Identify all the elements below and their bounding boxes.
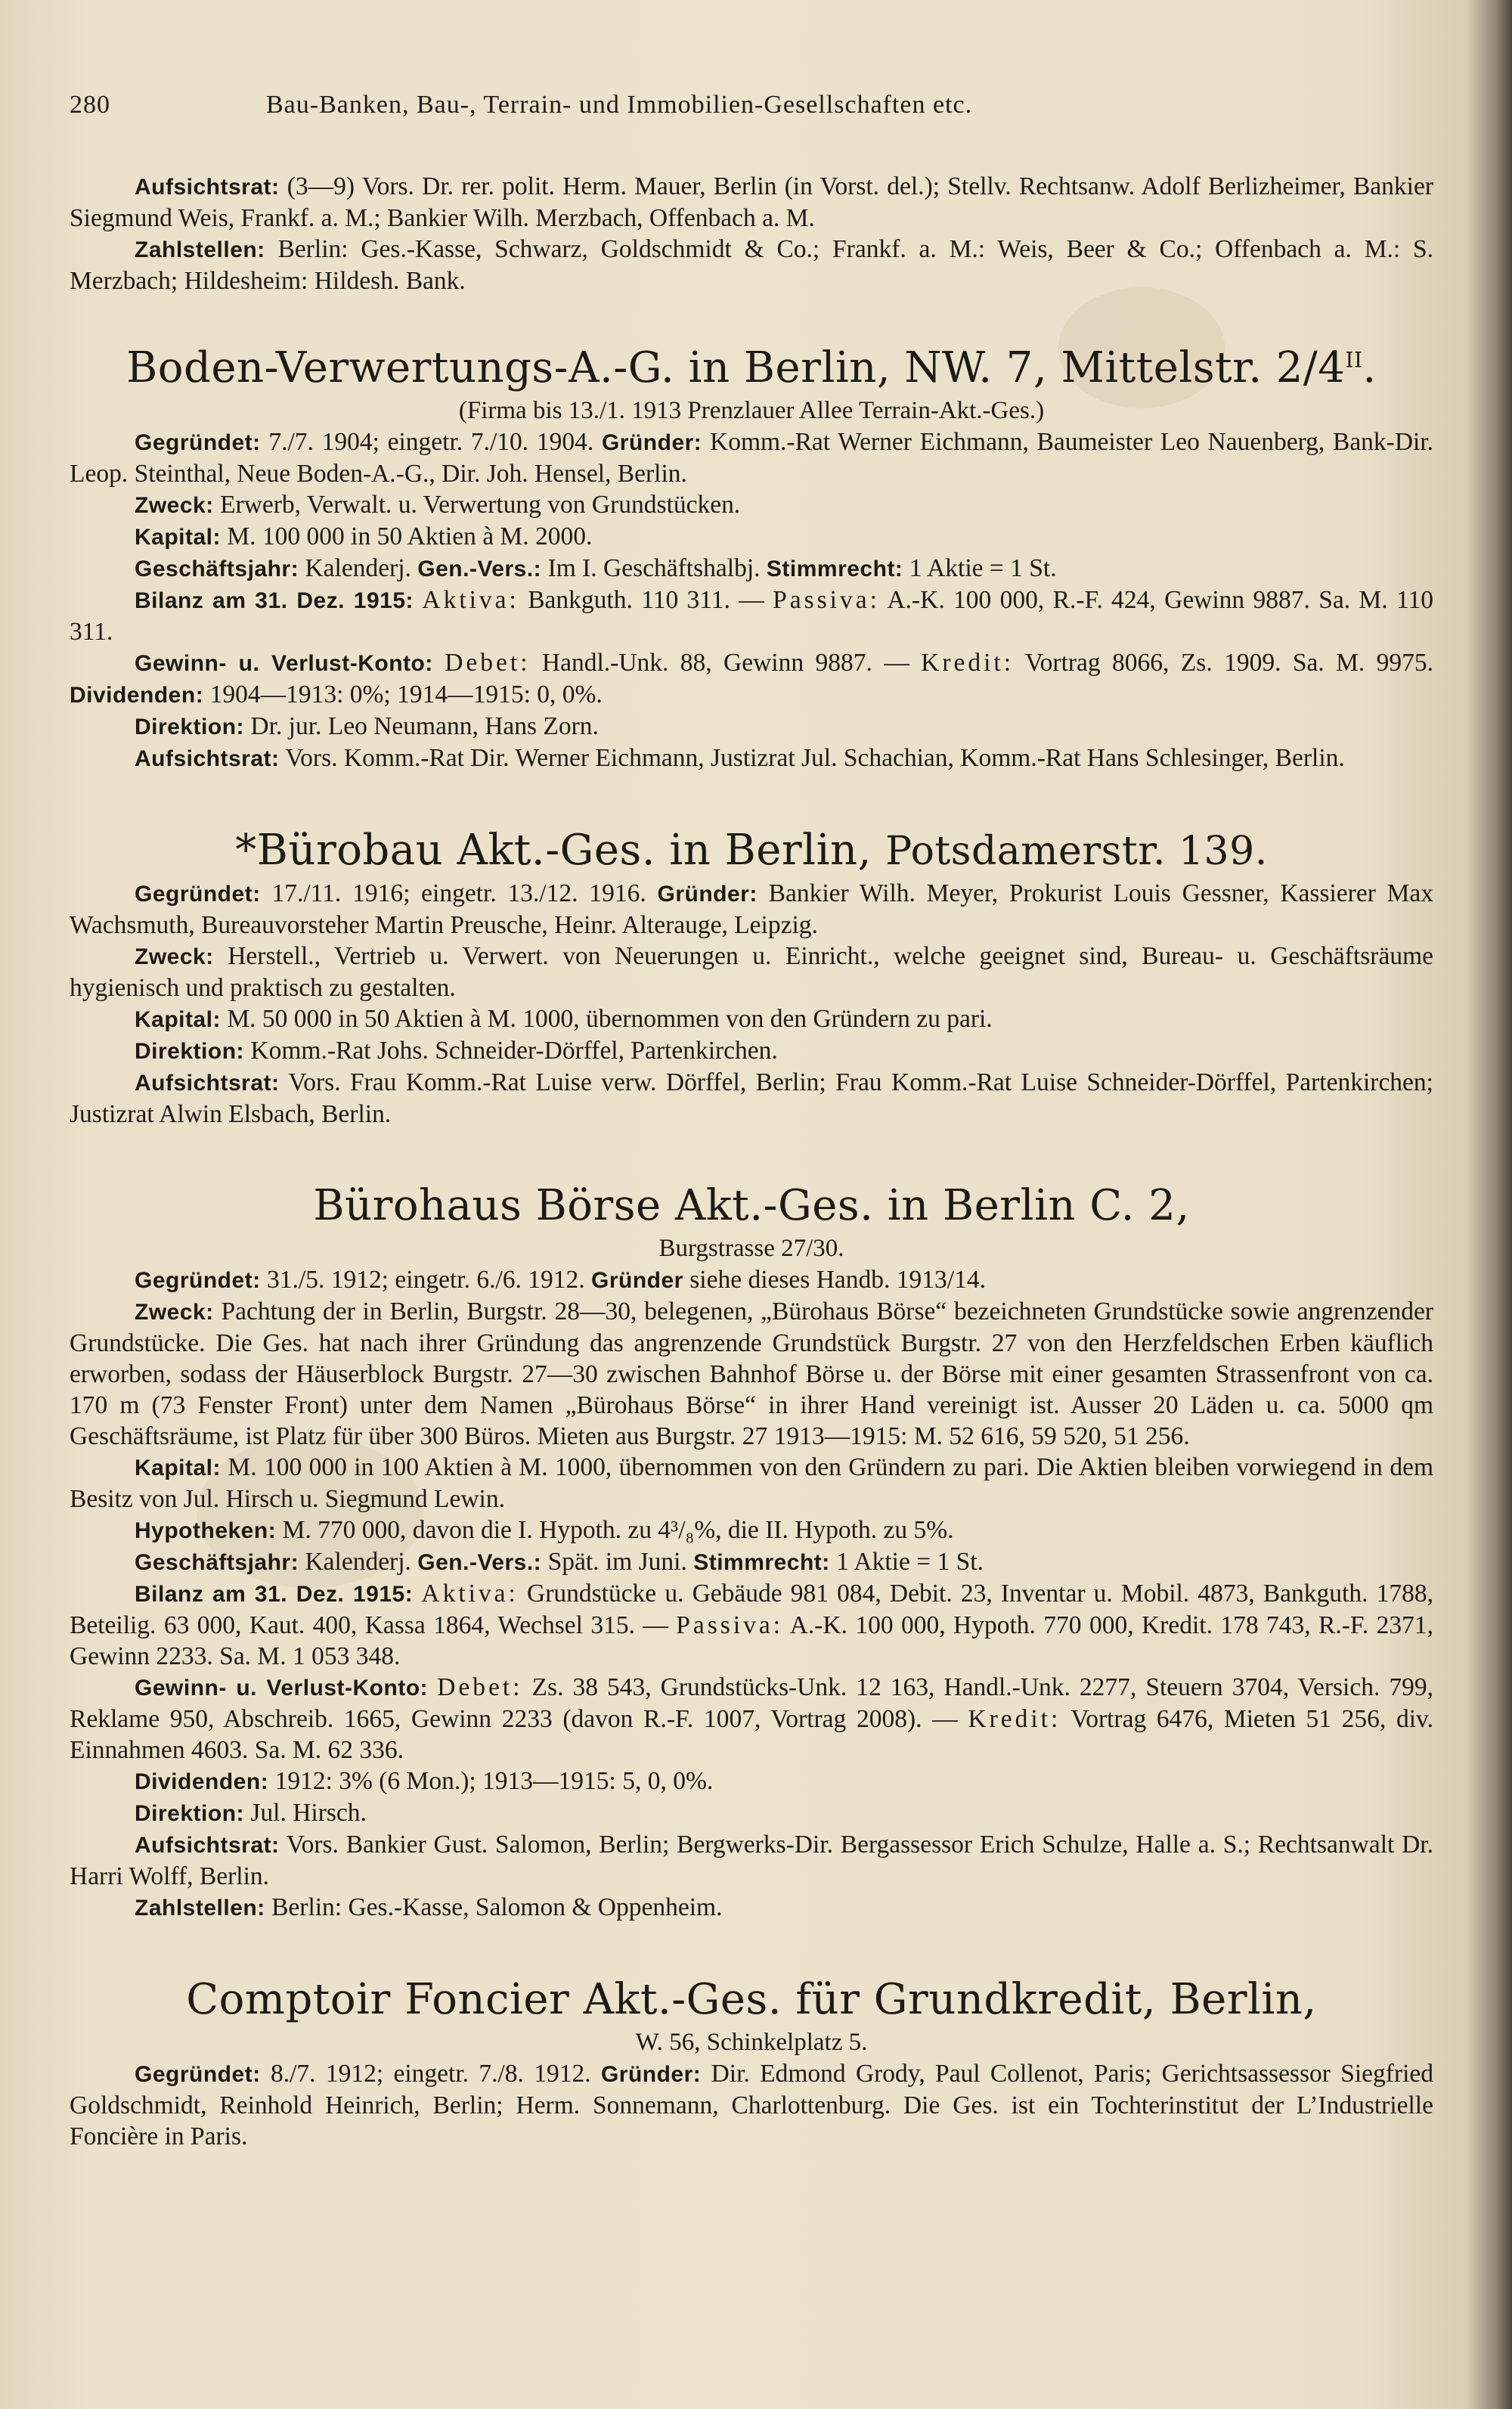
geschaeftsjahr-line: Geschäftsjahr: Kalenderj. Gen.-Vers.: Im I. Geschäftshalbj. Stimmrecht: 1 Aktie = 1 St. xyxy=(135,554,1057,582)
entry-comptoir-foncier xyxy=(70,1973,1433,2152)
direktion-line: Direktion: Jul. Hirsch. xyxy=(135,1799,367,1827)
page-content xyxy=(70,91,1433,2152)
zahlstellen-line: Zahlstellen: Berlin: Ges.-Kasse, Salomon & Oppenheim. xyxy=(135,1893,723,1921)
kapital-line: Kapital: M. 100 000 in 50 Aktien à M. 2000. xyxy=(135,522,593,550)
aufsichtsrat-line: Aufsichtsrat: Vors. Frau Komm.-Rat Luise verw. Dörffel, Berlin; Frau Komm.-Rat Luise Schneider-Dörffel, Partenkirchen; Justizrat Alwin Elsbach, Berlin. xyxy=(70,1068,1433,1128)
zweck-line: Zweck: Erwerb, Verwalt. u. Verwertung von Grundstücken. xyxy=(135,491,741,519)
prev-aufsichtsrat: Aufsichtsrat: (3—9) Vors. Dr. rer. polit. Herm. Mauer, Berlin (in Vorst. del.); Stellv. Rechtsanw. Adolf Berlizheimer, Bankier Siegmund Weis, Frankf. a. M.; Bankier Wilh. Merzbach, Offenbach a. M. xyxy=(70,172,1433,232)
entry-subtitle: W. 56, Schinkelplatz 5. xyxy=(635,2029,868,2056)
hypotheken-line: Hypotheken: M. 770 000, davon die I. Hypoth. zu 4³/₈%, die II. Hypoth. zu 5%. xyxy=(135,1516,954,1544)
entry-buerohaus-boerse xyxy=(70,1180,1433,1924)
dividenden-line: Dividenden: 1912: 3% (6 Mon.); 1913—1915: 5, 0, 0%. xyxy=(135,1767,714,1795)
direktion-line: Direktion: Komm.-Rat Johs. Schneider-Dörffel, Partenkirchen. xyxy=(135,1037,778,1065)
entry-buerobau xyxy=(70,824,1433,1130)
guv-line: Gewinn- u. Verlust-Konto: Debet: Zs. 38 543, Grundstücks-Unk. 12 163, Handl.-Unk. 2277, Steuern 3704, Versich. 799, Reklame 950, Abschreib. 1665, Gewinn 2233 (davon R.-F. 1007, Vortrag 2008). — Kredit: Vortrag 6476, Mieten 51 256, div. Einnahmen 4603. Sa. M. 62 336. xyxy=(70,1673,1434,1764)
bilanz-line: Bilanz am 31. Dez. 1915: Aktiva: Bankguth. 110 311. — Passiva: A.-K. 100 000, R.-F. 424, Gewinn 9887. Sa. M. 110 311. xyxy=(70,586,1433,646)
zweck-line: Zweck: Herstell., Vertrieb u. Verwert. von Neuerungen u. Einricht., welche geeignet sind, Bureau- u. Geschäftsräume hygienisch und praktisch zu gestalten. xyxy=(70,942,1433,1002)
entry-subtitle: Burgstrasse 27/30. xyxy=(658,1235,844,1262)
running-title: Bau-Banken, Bau-, Terrain- und Immobilien-Gesellschaften etc. xyxy=(266,91,973,119)
gegruendet-line: Gegründet: 31./5. 1912; eingetr. 6./6. 1912. Gründer siehe dieses Handb. 1913/14. xyxy=(135,1266,986,1294)
direktion-line: Direktion: Dr. jur. Leo Neumann, Hans Zorn. xyxy=(135,712,599,740)
geschaeftsjahr-line: Geschäftsjahr: Kalenderj. Gen.-Vers.: Spät. im Juni. Stimmrecht: 1 Aktie = 1 St. xyxy=(135,1548,984,1576)
aufsichtsrat-line: Aufsichtsrat: Vors. Bankier Gust. Salomon, Berlin; Bergwerks-Dir. Bergassessor Erich Schulze, Halle a. S.; Rechtsanwalt Dr. Harri Wolff, Berlin. xyxy=(70,1831,1433,1890)
entry-title: Comptoir Foncier Akt.-Ges. für Grundkredit, Berlin, xyxy=(186,1975,1317,2024)
entry-title: *Bürobau Akt.-Ges. in Berlin, Potsdamerstr. 139. xyxy=(235,826,1268,875)
kapital-line: Kapital: M. 50 000 in 50 Aktien à M. 1000, übernommen von den Gründern zu pari. xyxy=(135,1005,993,1033)
entry-boden-verwertungs xyxy=(70,342,1433,774)
entry-title: Bürohaus Börse Akt.-Ges. in Berlin C. 2, xyxy=(313,1181,1190,1230)
guv-line: Gewinn- u. Verlust-Konto: Debet: Handl.-Unk. 88, Gewinn 9887. — Kredit: Vortrag 8066, Zs. 1909. Sa. M. 9975. Dividenden: 1904—1913: 0%; 1914—1915: 0, 0%. xyxy=(70,649,1434,708)
entry-title: Boden-Verwertungs-A.-G. in Berlin, NW. 7, Mittelstr. $2/4^{II}$. xyxy=(126,343,1377,392)
page-number: 280 xyxy=(70,91,110,119)
kapital-line: Kapital: M. 100 000 in 100 Aktien à M. 1000, übernommen von den Gründern zu pari. Die Aktien bleiben vorwiegend in dem Besitz von Jul. Hirsch u. Siegmund Lewin. xyxy=(70,1453,1433,1513)
zweck-line: Zweck: Pachtung der in Berlin, Burgstr. 28—30, belegenen, „Bürohaus Börse“ bezeichneten Grundstücke sowie angrenzender Grundstücke. Die Ges. hat nach ihrer Gründung das angrenzende Grundstück Burgstr. 27 von den Herzfeldschen Erben käuflich erworben, sodass der Häuserblock Burgstr. 27—30 zwischen Bahnhof Börse u. der Börse mit einer gesamten Strassenfront von ca. 170 m (73 Fenster Front) unter dem Namen „Bürohaus Börse“ in ihrer Hand vereinigt ist. Ausser 20 Läden u. ca. 5000 qm Geschäftsräume, ist Platz für über 300 Büros. Mieten aus Burgstr. 27 1913—1915: M. 52 616, 59 520, 51 256. xyxy=(70,1298,1433,1450)
entry-subtitle: (Firma bis 13./1. 1913 Prenzlauer Allee Terrain-Akt.-Ges.) xyxy=(458,397,1045,424)
running-header xyxy=(70,91,1433,119)
bilanz-line: Bilanz am 31. Dez. 1915: Aktiva: Grundstücke u. Gebäude 981 084, Debit. 23, Inventar u. Mobil. 4873, Bankguth. 1788, Beteilig. 63 000, Kaut. 400, Kassa 1864, Wechsel 315. — Passiva: A.-K. 100 000, Hypoth. 770 000, Kredit. 178 743, R.-F. 2371, Gewinn 2233. Sa. M. 1 053 348. xyxy=(70,1580,1434,1670)
gegruendet-line: Gegründet: 17./11. 1916; eingetr. 13./12. 1916. Gründer: Bankier Wilh. Meyer, Prokurist Louis Gessner, Kassierer Max Wachsmuth, Bureauvorsteher Martin Preusche, Heinr. Alterauge, Leipzig. xyxy=(70,879,1434,939)
gegruendet-line: Gegründet: 8./7. 1912; eingetr. 7./8. 1912. Gründer: Dir. Edmond Grody, Paul Collenot, Paris; Gerichtsassessor Siegfried Goldschmidt, Reinhold Heinrich, Berlin; Herm. Sonnemann, Charlottenburg. Die Ges. ist ein Tochterinstitut der L’Industrielle Foncière in Paris. xyxy=(70,2060,1434,2150)
aufsichtsrat-line: Aufsichtsrat: Vors. Komm.-Rat Dir. Werner Eichmann, Justizrat Jul. Schachian, Komm.-Rat Hans Schlesinger, Berlin. xyxy=(135,744,1345,772)
gegruendet-line: Gegründet: 7./7. 1904; eingetr. 7./10. 1904. Gründer: Komm.-Rat Werner Eichmann, Baumeister Leo Nauenberg, Bank-Dir. Leop. Steinthal, Neue Boden-A.-G., Dir. Joh. Hensel, Berlin. xyxy=(70,428,1434,488)
prev-zahlstellen: Zahlstellen: Berlin: Ges.-Kasse, Schwarz, Goldschmidt & Co.; Frankf. a. M.: Weis, Beer & Co.; Offenbach a. M.: S. Merzbach; Hildesheim: Hildesh. Bank. xyxy=(70,235,1433,295)
